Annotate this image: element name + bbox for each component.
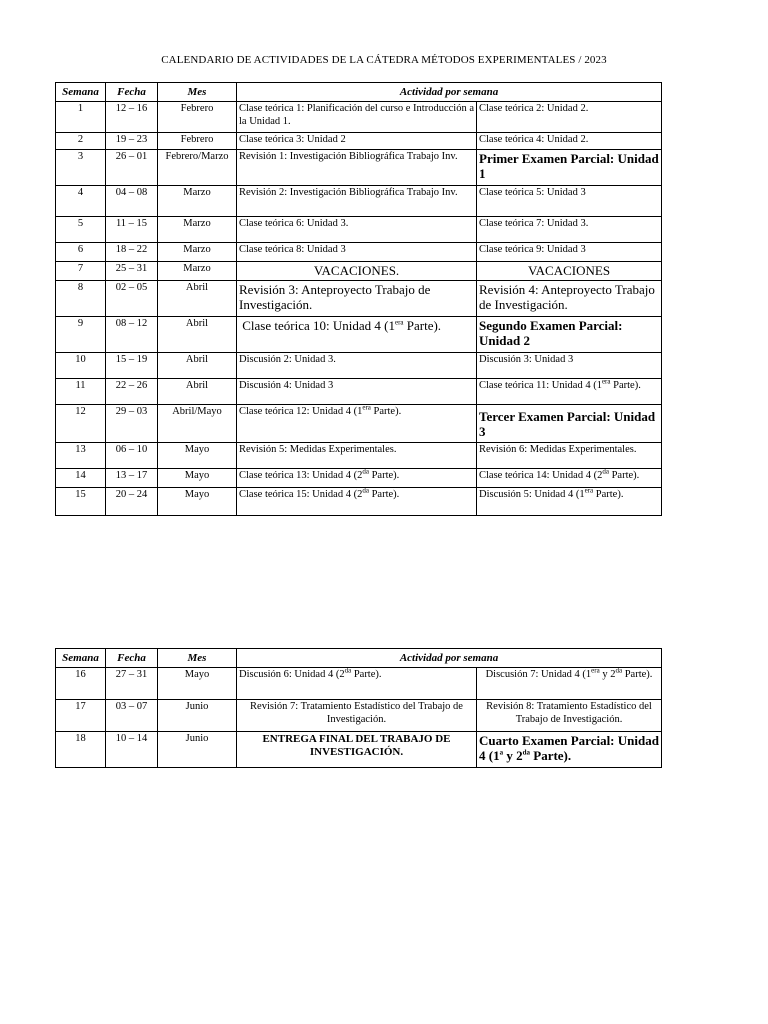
activity-text: Parte). [351, 669, 382, 680]
table-header-row [56, 83, 662, 102]
cell-activity-2: Revisión 4: Anteproyecto Trabajo de Investigación. [477, 281, 662, 317]
activity-text: Parte). [530, 748, 572, 763]
cell-fecha: 22 – 26 [106, 379, 158, 405]
activity-text: Clase teórica 13: Unidad 4 (2 [239, 470, 363, 481]
cell-activity-2: Primer Examen Parcial: Unidad 1 [477, 150, 662, 186]
cell-activity-1: Revisión 2: Investigación Bibliográfica Trabajo Inv. [237, 186, 477, 217]
cell-mes: Marzo [158, 186, 237, 217]
activity-text: Clase teórica 10: Unidad 4 (1 [242, 318, 395, 333]
table-row [56, 379, 662, 405]
table-row [56, 150, 662, 186]
cell-activity-1 [237, 668, 477, 700]
cell-semana: 18 [56, 732, 106, 768]
cell-semana: 10 [56, 353, 106, 379]
activity-text: y 2 [503, 748, 523, 763]
cell-semana: 17 [56, 700, 106, 732]
cell-activity-2: Segundo Examen Parcial: Unidad 2 [477, 317, 662, 353]
cell-fecha: 20 – 24 [106, 488, 158, 516]
activity-text: Parte). [608, 470, 640, 481]
cell-activity-1: ENTREGA FINAL DEL TRABAJO DE INVESTIGACIÓN. [237, 732, 477, 768]
header-mes: Mes [158, 649, 237, 668]
table-row [56, 281, 662, 317]
cell-fecha: 06 – 10 [106, 443, 158, 469]
cell-mes: Abril [158, 353, 237, 379]
superscript: da [602, 467, 609, 476]
header-semana: Semana [56, 83, 106, 102]
cell-activity-1 [237, 405, 477, 443]
cell-activity-1: VACACIONES. [237, 262, 477, 281]
cell-fecha: 08 – 12 [106, 317, 158, 353]
cell-mes: Febrero/Marzo [158, 150, 237, 186]
cell-activity-2 [477, 379, 662, 405]
cell-semana: 12 [56, 405, 106, 443]
cell-semana: 6 [56, 243, 106, 262]
table-row [56, 700, 662, 732]
activity-text: Clase teórica 12: Unidad 4 (1 [239, 406, 363, 417]
table-row [56, 217, 662, 243]
cell-semana: 2 [56, 133, 106, 150]
cell-fecha: 10 – 14 [106, 732, 158, 768]
cell-activity-2 [477, 732, 662, 768]
cell-fecha: 25 – 31 [106, 262, 158, 281]
cell-activity-1: Revisión 5: Medidas Experimentales. [237, 443, 477, 469]
superscript: da [615, 666, 623, 675]
cell-fecha: 12 – 16 [106, 102, 158, 133]
cell-fecha: 04 – 08 [106, 186, 158, 217]
cell-activity-1: Clase teórica 6: Unidad 3. [237, 217, 477, 243]
cell-activity-1: Discusión 2: Unidad 3. [237, 353, 477, 379]
cell-semana: 16 [56, 668, 106, 700]
activity-text: Parte). [403, 318, 442, 333]
superscript: da [344, 666, 352, 675]
cell-activity-2 [477, 668, 662, 700]
activity-text: Parte). [368, 489, 400, 500]
cell-activity-2: Revisión 6: Medidas Experimentales. [477, 443, 662, 469]
cell-activity-2: Clase teórica 9: Unidad 3 [477, 243, 662, 262]
cell-semana: 14 [56, 469, 106, 488]
superscript: a [499, 748, 504, 757]
header-fecha: Fecha [106, 649, 158, 668]
cell-activity-2 [477, 488, 662, 516]
cell-activity-2: Discusión 3: Unidad 3 [477, 353, 662, 379]
cell-activity-2: Revisión 8: Tratamiento Estadístico del Trabajo de Investigación. [477, 700, 662, 732]
cell-semana: 5 [56, 217, 106, 243]
cell-mes: Mayo [158, 469, 237, 488]
table-row [56, 488, 662, 516]
cell-mes: Junio [158, 732, 237, 768]
superscript: era [591, 666, 600, 675]
cell-fecha: 27 – 31 [106, 668, 158, 700]
cell-mes: Mayo [158, 668, 237, 700]
table-header-row [56, 649, 662, 668]
activity-text: y 2 [599, 669, 616, 680]
cell-activity-2: Clase teórica 7: Unidad 3. [477, 217, 662, 243]
cell-activity-2: Tercer Examen Parcial: Unidad 3 [477, 405, 662, 443]
activity-text: Discusión 7: Unidad 4 (1 [485, 669, 592, 680]
schedule-table-1 [55, 82, 662, 516]
table-row [56, 668, 662, 700]
superscript: era [601, 377, 611, 386]
cell-fecha: 11 – 15 [106, 217, 158, 243]
cell-mes: Abril [158, 379, 237, 405]
activity-text: Cuarto Examen Parcial: Unidad 4 (1 [479, 733, 659, 763]
cell-semana: 11 [56, 379, 106, 405]
table-row [56, 732, 662, 768]
cell-activity-1: Revisión 7: Tratamiento Estadístico del Trabajo de Investigación. [237, 700, 477, 732]
activity-text: Parte). [593, 489, 624, 500]
table-row [56, 243, 662, 262]
activity-text: Clase teórica 15: Unidad 4 (2 [239, 489, 363, 500]
schedule-table-2 [55, 648, 662, 768]
cell-activity-2: Clase teórica 2: Unidad 2. [477, 102, 662, 133]
activity-text: Discusión 5: Unidad 4 (1 [479, 489, 585, 500]
table-row [56, 102, 662, 133]
cell-fecha: 29 – 03 [106, 405, 158, 443]
activity-text: Parte). [622, 669, 653, 680]
header-mes: Mes [158, 83, 237, 102]
table-row [56, 262, 662, 281]
superscript: era [394, 318, 404, 327]
cell-mes: Abril/Mayo [158, 405, 237, 443]
table-row [56, 443, 662, 469]
cell-semana: 9 [56, 317, 106, 353]
activity-text: Parte). [370, 406, 402, 417]
cell-activity-2 [477, 469, 662, 488]
table-row [56, 186, 662, 217]
cell-activity-1: Discusión 4: Unidad 3 [237, 379, 477, 405]
activity-text: Clase teórica 11: Unidad 4 (1 [479, 380, 602, 391]
cell-activity-1 [237, 469, 477, 488]
cell-mes: Junio [158, 700, 237, 732]
table-row [56, 133, 662, 150]
cell-fecha: 19 – 23 [106, 133, 158, 150]
cell-fecha: 13 – 17 [106, 469, 158, 488]
cell-fecha: 18 – 22 [106, 243, 158, 262]
header-actividad: Actividad por semana [237, 649, 662, 668]
superscript: da [362, 486, 369, 495]
cell-activity-2: Clase teórica 5: Unidad 3 [477, 186, 662, 217]
activity-text: Clase teórica 14: Unidad 4 (2 [479, 470, 603, 481]
header-fecha: Fecha [106, 83, 158, 102]
cell-semana: 7 [56, 262, 106, 281]
table-row [56, 405, 662, 443]
cell-mes: Mayo [158, 443, 237, 469]
table-row [56, 469, 662, 488]
table-row [56, 317, 662, 353]
cell-activity-2: Clase teórica 4: Unidad 2. [477, 133, 662, 150]
superscript: era [362, 403, 371, 412]
activity-text: Discusión 6: Unidad 4 (2 [239, 669, 345, 680]
cell-semana: 13 [56, 443, 106, 469]
cell-activity-2: VACACIONES [477, 262, 662, 281]
header-semana: Semana [56, 649, 106, 668]
cell-fecha: 26 – 01 [106, 150, 158, 186]
cell-mes: Marzo [158, 217, 237, 243]
cell-mes: Abril [158, 281, 237, 317]
cell-fecha: 02 – 05 [106, 281, 158, 317]
cell-activity-1: Revisión 1: Investigación Bibliográfica Trabajo Inv. [237, 150, 477, 186]
superscript: da [362, 467, 369, 476]
cell-mes: Marzo [158, 262, 237, 281]
document-title: CALENDARIO DE ACTIVIDADES DE LA CÁTEDRA MÉTODOS EXPERIMENTALES / 2023 [161, 54, 607, 66]
cell-mes: Febrero [158, 133, 237, 150]
cell-activity-1 [237, 488, 477, 516]
cell-fecha: 15 – 19 [106, 353, 158, 379]
cell-activity-1: Clase teórica 8: Unidad 3 [237, 243, 477, 262]
cell-activity-1: Clase teórica 3: Unidad 2 [237, 133, 477, 150]
cell-semana: 1 [56, 102, 106, 133]
cell-activity-1: Clase teórica 1: Planificación del curso e Introducción a la Unidad 1. [237, 102, 477, 133]
cell-semana: 15 [56, 488, 106, 516]
header-actividad: Actividad por semana [237, 83, 662, 102]
table-row [56, 353, 662, 379]
superscript: era [584, 486, 594, 495]
cell-fecha: 03 – 07 [106, 700, 158, 732]
activity-text: Parte). [610, 380, 641, 391]
cell-activity-1: Revisión 3: Anteproyecto Trabajo de Investigación. [237, 281, 477, 317]
cell-activity-1 [237, 317, 477, 353]
cell-semana: 3 [56, 150, 106, 186]
superscript: da [522, 748, 530, 757]
cell-semana: 4 [56, 186, 106, 217]
cell-mes: Febrero [158, 102, 237, 133]
activity-text: Parte). [368, 470, 400, 481]
cell-mes: Marzo [158, 243, 237, 262]
cell-mes: Abril [158, 317, 237, 353]
cell-semana: 8 [56, 281, 106, 317]
cell-mes: Mayo [158, 488, 237, 516]
